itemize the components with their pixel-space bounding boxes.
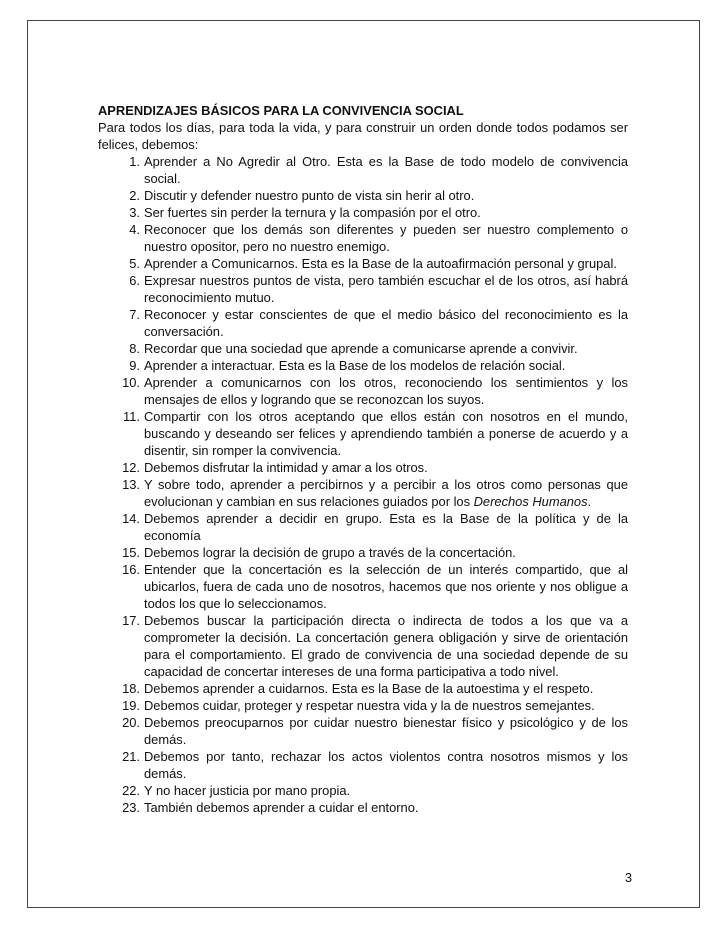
list-item [98, 544, 628, 561]
list-item [98, 272, 628, 306]
list-item [98, 204, 628, 221]
list-item-number: 12. [122, 460, 140, 475]
list-item-number: 13. [122, 477, 140, 492]
list-item [98, 374, 628, 408]
list-item-text: Debemos lograr la decisión de grupo a través de la concertación. [144, 545, 516, 560]
numbered-list [98, 153, 628, 816]
list-item [98, 187, 628, 204]
list-item-text: Discutir y defender nuestro punto de vista sin herir al otro. [144, 188, 475, 203]
list-item-text: Aprender a interactuar. Esta es la Base de los modelos de relación social. [144, 358, 566, 373]
list-item [98, 340, 628, 357]
list-item-number: 22. [122, 783, 140, 798]
list-item-text: Expresar nuestros puntos de vista, pero también escuchar el de los otros, así habrá reconocimiento mutuo. [144, 273, 628, 305]
list-item [98, 782, 628, 799]
list-item [98, 459, 628, 476]
list-item [98, 799, 628, 816]
intro-paragraph: Para todos los días, para toda la vida, y para construir un orden donde todos podamos ser felices, debemos: [98, 120, 628, 152]
list-item [98, 255, 628, 272]
list-item [98, 306, 628, 340]
list-item-text: Compartir con los otros aceptando que ellos están con nosotros en el mundo, buscando y deseando ser felices y aprendiendo también a ponerse de acuerdo y a disentir, sin romper la convivencia. [144, 409, 628, 458]
list-item [98, 357, 628, 374]
list-item-text: Aprender a comunicarnos con los otros, reconociendo los sentimientos y los mensajes de ellos y logrando que se reconozcan los suyos. [144, 375, 628, 407]
emphasized-text: Derechos Humanos [473, 494, 588, 509]
document-title: APRENDIZAJES BÁSICOS PARA LA CONVIVENCIA SOCIAL [98, 103, 464, 118]
list-item-text: Debemos aprender a cuidarnos. Esta es la Base de la autoestima y el respeto. [144, 681, 594, 696]
list-item-number: 15. [122, 545, 140, 560]
list-item-text: Aprender a Comunicarnos. Esta es la Base de la autoafirmación personal y grupal. [144, 256, 617, 271]
list-item-text: Debemos aprender a decidir en grupo. Esta es la Base de la política y de la economía [144, 511, 628, 543]
list-item-text [144, 476, 628, 510]
list-item [98, 153, 628, 187]
list-item-number: 3. [129, 205, 140, 220]
list-item-number: 6. [129, 273, 140, 288]
page-number: 3 [624, 870, 632, 885]
list-item-text-part: Y sobre todo, aprender a percibirnos y a percibir a los otros como personas que evolucionan y cambian en sus relaciones guiados por los [144, 477, 628, 509]
list-item-number: 5. [129, 256, 140, 271]
list-item-number: 16. [122, 562, 140, 577]
list-item [98, 561, 628, 612]
list-item [98, 476, 628, 510]
document-body [98, 102, 628, 816]
list-item-number: 19. [122, 698, 140, 713]
list-item-text: Y no hacer justicia por mano propia. [144, 783, 351, 798]
list-item-number: 8. [129, 341, 140, 356]
list-item-number: 7. [129, 307, 140, 322]
list-item-text: Debemos preocuparnos por cuidar nuestro bienestar físico y psicológico y de los demás. [144, 715, 628, 747]
list-item-text: Aprender a No Agredir al Otro. Esta es la Base de todo modelo de convivencia social. [144, 154, 628, 186]
list-item-number: 20. [122, 715, 140, 730]
list-item-text: Reconocer y estar conscientes de que el medio básico del reconocimiento es la conversación. [144, 307, 628, 339]
list-item-number: 21. [122, 749, 140, 764]
list-item-text: Debemos buscar la participación directa o indirecta de todos a los que va a comprometer la decisión. La concertación genera obligación y sirve de orientación para el comportamiento. El grado de convivencia de una sociedad depende de su capacidad de concertar intereses de una forma participativa a todo nivel. [144, 613, 628, 679]
list-item-number: 1. [129, 154, 140, 169]
list-item-number: 14. [122, 511, 140, 526]
list-item-number: 2. [129, 188, 140, 203]
list-item [98, 221, 628, 255]
list-item-number: 23. [122, 800, 140, 815]
list-item-text: Reconocer que los demás son diferentes y pueden ser nuestro complemento o nuestro opositor, pero no nuestro enemigo. [144, 222, 628, 254]
list-item [98, 748, 628, 782]
list-item [98, 680, 628, 697]
list-item [98, 612, 628, 680]
list-item [98, 714, 628, 748]
list-item-number: 10. [122, 375, 140, 390]
list-item-number: 18. [122, 681, 140, 696]
list-item [98, 408, 628, 459]
list-item-text: Debemos por tanto, rechazar los actos violentos contra nosotros mismos y los demás. [144, 749, 628, 781]
list-item-number: 11. [123, 409, 140, 424]
list-item-text-part: . [587, 494, 592, 509]
list-item-number: 4. [129, 222, 140, 237]
list-item-text: Entender que la concertación es la selección de un interés compartido, que al ubicarlos, fuera de cada uno de nosotros, hacemos que nos oriente y nos obligue a todos los que lo seleccionamos. [144, 562, 628, 611]
list-item [98, 697, 628, 714]
list-item-number: 9. [129, 358, 140, 373]
list-item-text: También debemos aprender a cuidar el entorno. [144, 800, 419, 815]
list-item-text: Debemos cuidar, proteger y respetar nuestra vida y la de nuestros semejantes. [144, 698, 595, 713]
list-item-text: Debemos disfrutar la intimidad y amar a los otros. [144, 460, 428, 475]
list-item-number: 17. [122, 613, 140, 628]
list-item-text: Ser fuertes sin perder la ternura y la compasión por el otro. [144, 205, 481, 220]
list-item-text: Recordar que una sociedad que aprende a comunicarse aprende a convivir. [144, 341, 578, 356]
list-item [98, 510, 628, 544]
